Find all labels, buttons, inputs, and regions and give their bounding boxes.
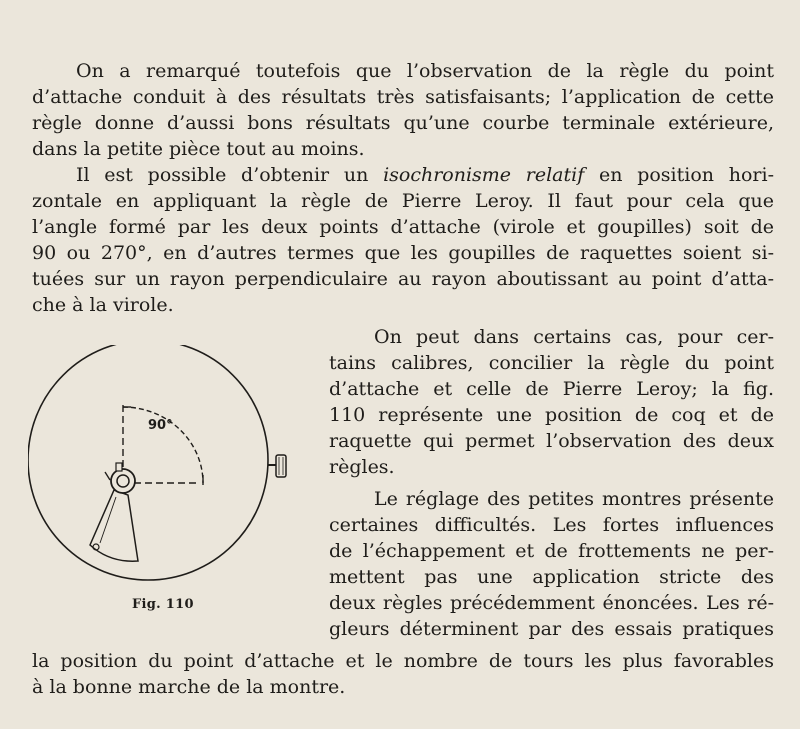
figure-110-diagram <box>28 345 298 585</box>
text-line-with-emphasis <box>76 162 774 188</box>
emphasized-term: isochronisme relatif <box>383 164 585 186</box>
text-line: à la bonne marche de la montre. <box>32 676 346 698</box>
text-line: d’attache conduit à des résultats très satisfaisants; l’application de cette <box>32 86 774 108</box>
angle-label: 90° <box>148 418 173 433</box>
text-line: dans la petite pièce tout au moins. <box>32 138 365 160</box>
text-line: tuées sur un rayon perpendiculaire au rayon aboutissant au point d’atta- <box>32 268 774 290</box>
text-line: 110 représente une position de coq et de <box>329 404 774 426</box>
text-segment: en position hori- <box>599 164 774 186</box>
text-line: che à la virole. <box>32 294 174 316</box>
text-segment: Il est possible d’obtenir un <box>76 164 369 186</box>
text-line: l’angle formé par les deux points d’attache (virole et goupilles) soit de <box>32 216 774 238</box>
movement-plate-circle <box>28 345 268 580</box>
figure-caption: Fig. 110 <box>132 597 194 612</box>
text-line: On peut dans certains cas, pour cer- <box>374 326 774 348</box>
text-line: 90 ou 270°, en d’autres termes que les goupilles de raquettes soient si- <box>32 242 774 264</box>
text-line: règle donne d’aussi bons résultats qu’une courbe terminale extérieure, <box>32 112 774 134</box>
text-line: Le réglage des petites montres présente <box>374 488 774 510</box>
text-line: gleurs déterminent par des essais pratiques <box>329 618 774 640</box>
text-line: mettent pas une application stricte des <box>329 566 774 588</box>
text-line: On a remarqué toutefois que l’observation de la règle du point <box>76 60 774 82</box>
text-line: raquette qui permet l’observation des deux <box>329 430 774 452</box>
text-line: deux règles précédemment énoncées. Les ré- <box>329 592 774 614</box>
text-line: zontale en appliquant la règle de Pierre Leroy. Il faut pour cela que <box>32 190 774 212</box>
text-line: de l’échappement et de frottements ne per- <box>329 540 774 562</box>
text-line: certaines difficultés. Les fortes influences <box>329 514 774 536</box>
text-line: la position du point d’attache et le nombre de tours les plus favorables <box>32 650 774 672</box>
text-line: règles. <box>329 456 395 478</box>
balance-cock-icon <box>90 463 138 561</box>
text-line: tains calibres, concilier la règle du point <box>329 352 774 374</box>
crown-icon <box>268 455 286 477</box>
text-line: d’attache et celle de Pierre Leroy; la fig. <box>329 378 774 400</box>
